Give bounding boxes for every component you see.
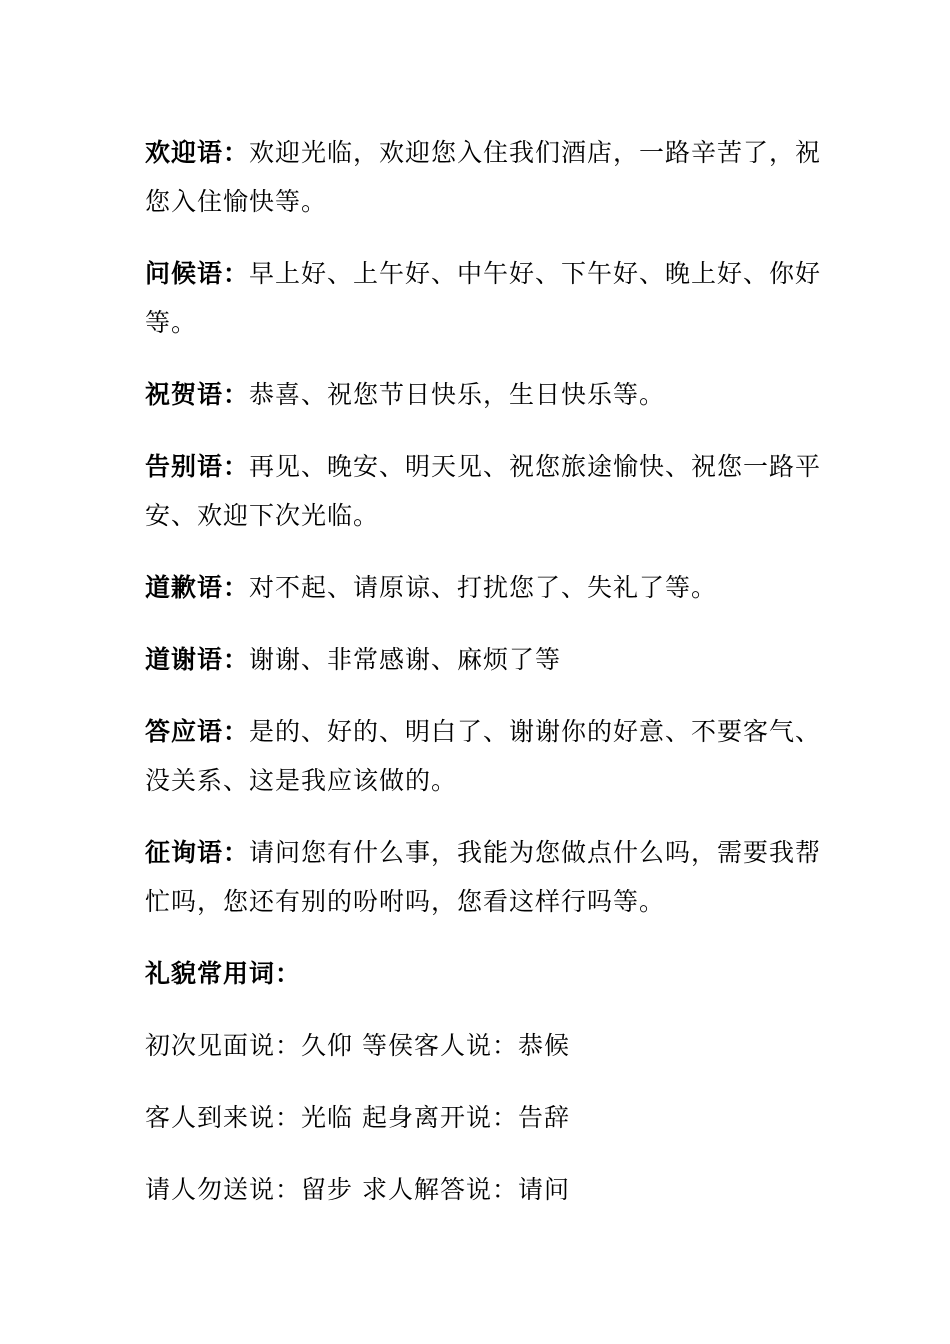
congratulation-text: 恭喜、祝您节日快乐，生日快乐等。 bbox=[249, 380, 666, 409]
farewell-text: 再见、晚安、明天见、祝您旅途愉快、祝您一路平安、欢迎下次光临。 bbox=[145, 452, 822, 530]
greeting-label: 问候语： bbox=[145, 259, 250, 288]
apology-phrases bbox=[145, 563, 845, 612]
welcome-text: 欢迎光临，欢迎您入住我们酒店，一路辛苦了，祝您入住愉快等。 bbox=[145, 138, 822, 216]
farewell-label: 告别语： bbox=[145, 452, 250, 481]
apology-label: 道歉语： bbox=[145, 573, 250, 602]
welcome-label: 欢迎语： bbox=[145, 138, 250, 167]
response-text: 是的、好的、明白了、谢谢你的好意、不要客气、没关系、这是我应该做的。 bbox=[145, 717, 822, 795]
congratulation-phrases bbox=[145, 370, 845, 419]
document-page bbox=[145, 128, 845, 1237]
welcome-phrases bbox=[145, 128, 845, 226]
polite-words-heading: 礼貌常用词： bbox=[145, 959, 302, 988]
inquiry-text: 请问您有什么事，我能为您做点什么吗，需要我帮忙吗，您还有别的吩咐吗，您看这样行吗等。 bbox=[145, 838, 822, 916]
inquiry-label: 征询语： bbox=[145, 838, 250, 867]
polite-words-line: 请人勿送说：留步 求人解答说：请问 bbox=[145, 1175, 570, 1204]
inquiry-phrases bbox=[145, 828, 845, 926]
greeting-phrases bbox=[145, 249, 845, 347]
response-label: 答应语： bbox=[145, 717, 250, 746]
greeting-text: 早上好、上午好、中午好、下午好、晚上好、你好等。 bbox=[145, 259, 822, 337]
thanks-phrases bbox=[145, 635, 845, 684]
polite-words-line: 客人到来说：光临 起身离开说：告辞 bbox=[145, 1103, 570, 1132]
farewell-phrases bbox=[145, 442, 845, 540]
congratulation-label: 祝贺语： bbox=[145, 380, 250, 409]
thanks-label: 道谢语： bbox=[145, 645, 250, 674]
thanks-text: 谢谢、非常感谢、麻烦了等 bbox=[249, 645, 562, 674]
apology-text: 对不起、请原谅、打扰您了、失礼了等。 bbox=[249, 573, 718, 602]
polite-words-line: 初次见面说：久仰 等侯客人说：恭候 bbox=[145, 1031, 570, 1060]
response-phrases bbox=[145, 707, 845, 805]
